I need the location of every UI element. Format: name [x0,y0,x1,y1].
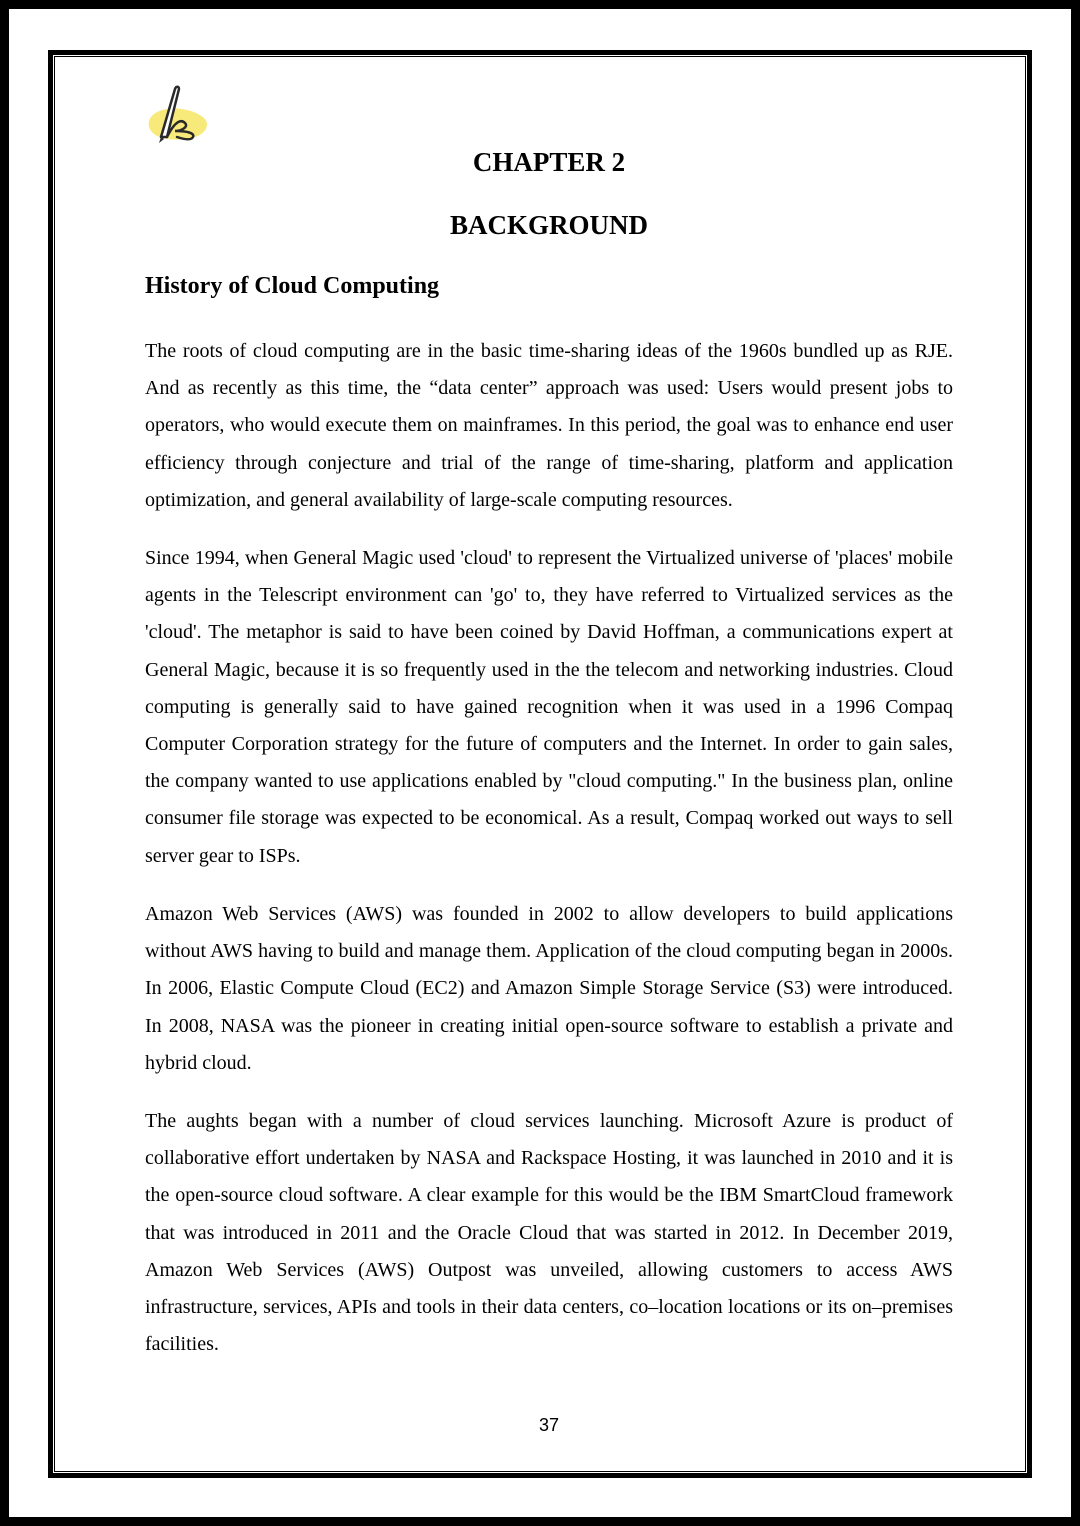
pen-highlight-icon [141,81,213,145]
paragraph-3: Amazon Web Services (AWS) was founded in 2002 to allow developers to build applications without AWS having to build and manage them. Application of the cloud computing began in 2000s. In 2006, Elastic Compute Cloud (EC2) and Amazon Simple Storage Service (S3) were introduced. In 2008, NASA was the pioneer in creating initial open-source software to establish a private and hybrid cloud. [145,903,953,1074]
page-number: 37 [538,1415,560,1435]
paragraph-2: Since 1994, when General Magic used 'cloud' to represent the Virtualized universe of 'places' mobile agents in the Telescript environment can 'go' to, they have referred to Virtualized services as the 'cloud'. The metaphor is said to have been coined by David Hoffman, a communications expert at General Magic, because it is so frequently used in the the telecom and networking industries. Cloud computing is generally said to have gained recognition when it was used in a 1996 Compaq Computer Corporation strategy for the future of computers and the Internet. In order to gain sales, the company wanted to use applications enabled by "cloud computing." In the business plan, online consumer file storage was expected to be economical. As a result, Compaq worked out ways to sell server gear to ISPs. [145,547,953,867]
section-heading: History of Cloud Computing [145,273,440,299]
paragraph-1: The roots of cloud computing are in the basic time-sharing ideas of the 1960s bundled up as RJE. And as recently as this time, the “data center” approach was used: Users would present jobs to operators, who would execute them on mainframes. In this period, the goal was to enhance end user efficiency through conjecture and trial of the range of time-sharing, platform and application optimization, and general availability of large-scale computing resources. [145,340,953,511]
chapter-number: CHAPTER 2 [472,147,626,177]
paragraph-4: The aughts began with a number of cloud services launching. Microsoft Azure is product of collaborative effort undertaken by NASA and Rackspace Hosting, it was launched in 2010 and it is the open-source cloud software. A clear example for this would be the IBM SmartCloud framework that was introduced in 2011 and the Oracle Cloud that was started in 2012. In December 2019, Amazon Web Services (AWS) Outpost was unveiled, allowing customers to access AWS infrastructure, services, APIs and tools in their data centers, co–location locations or its on–premises facilities. [145,1110,953,1356]
chapter-title: BACKGROUND [449,210,648,240]
